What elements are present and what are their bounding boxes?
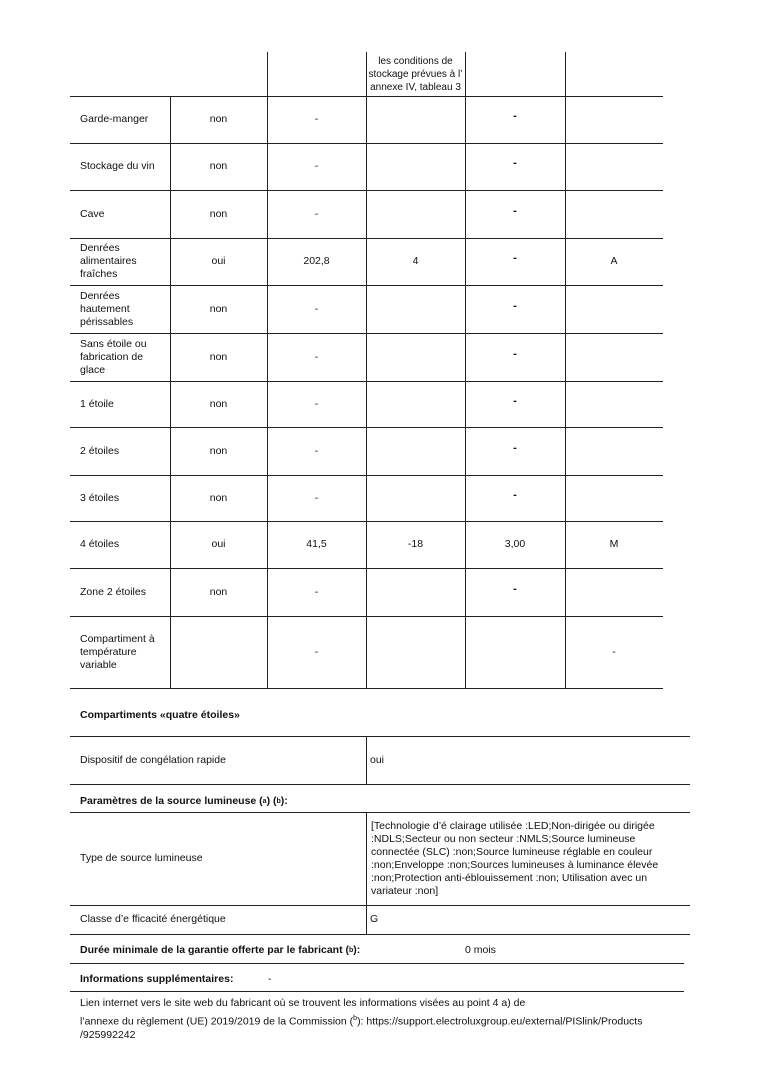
compartment-energy: - — [513, 204, 517, 217]
light-class-label: Classe d’e fficacité énergétique — [80, 913, 226, 925]
compartment-class — [565, 568, 663, 616]
compartment-temp — [366, 96, 465, 143]
compartment-energy — [465, 616, 565, 688]
rapid-freeze-value: oui — [370, 753, 385, 766]
compartment-name: Stockage du vin — [80, 160, 155, 172]
compartment-class — [565, 475, 663, 521]
compartment-class — [565, 190, 663, 238]
compartment-volume: - — [314, 207, 319, 220]
compartment-energy: - — [513, 441, 517, 454]
light-type-label: Type de source lumineuse — [80, 852, 203, 864]
manufacturer-link-line3: /925992242 — [80, 1029, 136, 1041]
compartment-present: non — [209, 397, 228, 410]
compartment-name: Compartiment à température variable — [80, 632, 155, 671]
compartment-temp: 4 — [412, 255, 419, 267]
rule — [366, 736, 367, 784]
compartment-volume: 41,5 — [306, 538, 327, 550]
compartment-class — [565, 285, 663, 333]
compartment-temp — [366, 568, 465, 616]
compartment-volume: - — [314, 302, 319, 315]
compartment-temp — [366, 190, 465, 238]
compartment-volume: - — [314, 350, 319, 363]
compartment-name: 2 étoiles — [80, 444, 120, 457]
compartment-present: non — [209, 491, 228, 504]
compartment-name: 3 étoiles — [80, 491, 120, 504]
compartment-class — [565, 333, 663, 381]
warranty-value: 0 mois — [465, 943, 496, 956]
storage-conditions-note: les conditions de stockage prévues à l’ annexe IV, tableau 3 — [368, 55, 463, 93]
compartment-temp — [366, 285, 465, 333]
rule — [366, 812, 367, 934]
light-type-value: [Technologie d’é clairage utilisée :LED;Non-dirigée ou dirigée :NDLS;Secteur ou non secteur :NMLS;Source lumineuse connectée (SLC) :non;Source lumineuse réglable en couleur :non;Enveloppe :non;Sources lumineuses à luminance élevée :non;Protection anti-éblouissement :non; Utilisation avec un variateur :non] — [371, 820, 659, 897]
compartment-temp — [366, 475, 465, 521]
compartment-present: oui — [211, 255, 226, 267]
compartment-class — [565, 427, 663, 475]
compartment-present: non — [209, 444, 228, 457]
compartment-energy: - — [513, 110, 517, 122]
compartment-name: Zone 2 étoiles — [80, 585, 146, 598]
compartment-class: - — [612, 645, 616, 658]
rule — [70, 688, 663, 689]
compartment-class: A — [610, 255, 618, 267]
compartment-present: non — [209, 113, 228, 125]
compartment-class — [565, 96, 663, 143]
compartment-volume: - — [314, 491, 319, 504]
compartment-name: 1 étoile — [80, 397, 114, 410]
compartment-volume: - — [314, 160, 319, 172]
compartment-volume: - — [314, 444, 319, 457]
compartment-name: Sans étoile ou fabrication de glace — [80, 337, 147, 376]
compartment-volume: - — [314, 585, 319, 598]
compartment-temp: -18 — [407, 538, 424, 550]
compartment-name: 4 étoiles — [80, 538, 120, 550]
compartment-energy: - — [513, 299, 517, 312]
rapid-freeze-label: Dispositif de congélation rapide — [80, 753, 226, 766]
compartment-energy: - — [513, 252, 517, 264]
compartment-energy: - — [513, 582, 517, 595]
compartment-present: oui — [211, 538, 226, 550]
warranty-label: Durée minimale de la garantie offerte par le fabricant ( b ): — [80, 943, 361, 956]
rule — [70, 991, 684, 992]
extra-info-value: - — [268, 972, 272, 985]
compartment-energy: - — [513, 157, 517, 169]
compartment-name: Cave — [80, 207, 105, 220]
compartment-temp — [366, 143, 465, 190]
compartment-temp — [366, 333, 465, 381]
compartment-present: non — [209, 585, 228, 598]
rule — [70, 934, 690, 935]
compartment-present: non — [209, 207, 228, 220]
compartment-present — [170, 616, 267, 688]
compartment-volume: - — [314, 397, 319, 410]
manufacturer-link-line2: l’annexe du règlement (UE) 2019/2019 de la Commission ($^b$): https://support.electroluxgroup.eu/external/PISlink/Products — [80, 1015, 643, 1028]
compartment-temp — [366, 381, 465, 427]
compartment-name: Garde-manger — [80, 113, 149, 125]
compartment-energy: - — [513, 394, 517, 407]
light-source-heading: Paramètres de la source lumineuse ( a ) ( b ): — [80, 794, 288, 807]
compartment-class: M — [609, 538, 619, 550]
compartment-class — [565, 143, 663, 190]
compartment-present: non — [209, 160, 228, 172]
light-class-value: G — [370, 913, 379, 925]
compartment-volume: - — [314, 113, 319, 125]
compartment-name: Denrées alimentaires fraîches — [80, 242, 137, 280]
compartment-volume: 202,8 — [303, 255, 330, 267]
manufacturer-link-line1: Lien internet vers le site web du fabricant où se trouvent les informations visées au point 4 a) de — [80, 997, 526, 1009]
compartment-temp — [366, 427, 465, 475]
compartment-energy: - — [513, 488, 517, 501]
compartment-energy: - — [513, 347, 517, 360]
compartment-class — [565, 381, 663, 427]
compartment-temp — [366, 616, 465, 688]
compartment-name: Denrées hautement périssables — [80, 289, 134, 328]
rule — [70, 784, 690, 785]
compartment-present: non — [209, 350, 228, 363]
compartment-energy: 3,00 — [504, 538, 526, 550]
rule — [70, 963, 684, 964]
extra-info-label: Informations supplémentaires: — [80, 972, 234, 985]
compartment-present: non — [209, 302, 228, 315]
four-star-heading: Compartiments «quatre étoiles» — [80, 708, 240, 721]
compartment-volume: - — [314, 645, 319, 658]
